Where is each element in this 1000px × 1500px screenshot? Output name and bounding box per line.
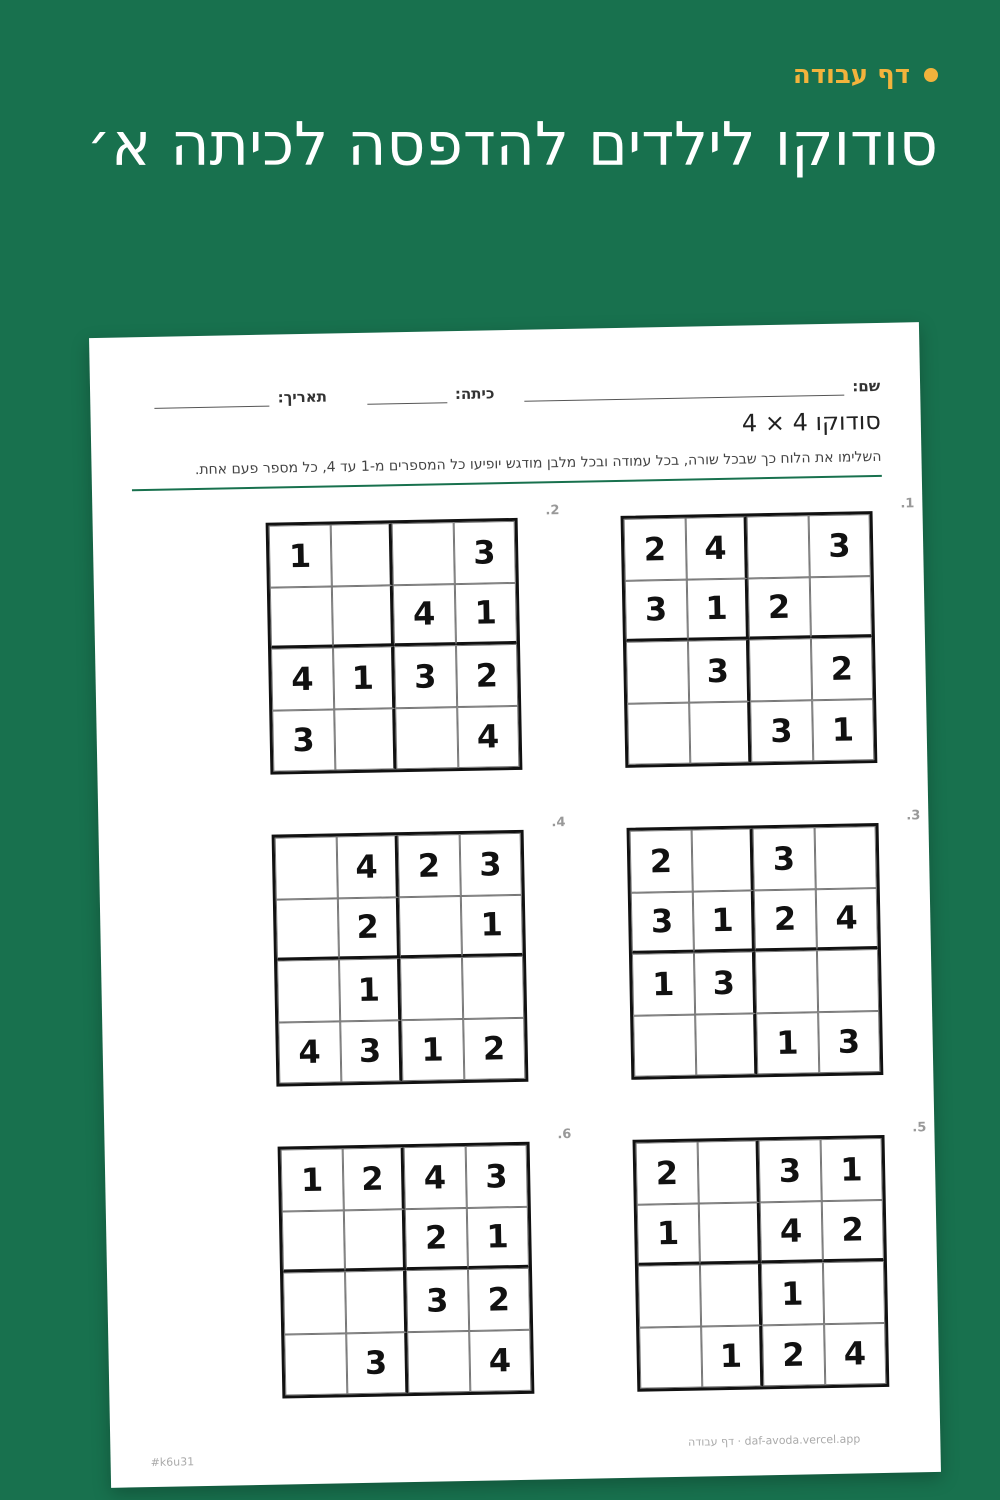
sudoku-cell: 3 [406, 1269, 469, 1332]
sudoku-cell: 1 [820, 1138, 883, 1201]
worksheet-tag-label: דף עבודה [792, 60, 910, 90]
sudoku-cell: 3 [750, 700, 813, 763]
sudoku-cell: 2 [405, 1207, 468, 1270]
sudoku-cell[interactable] [283, 1271, 346, 1334]
puzzle-1 [617, 496, 915, 772]
class-field[interactable] [367, 384, 495, 404]
class-line [367, 385, 447, 405]
sudoku-cell: 1 [401, 1019, 464, 1082]
sudoku-grid [266, 518, 523, 775]
sudoku-cell: 1 [686, 578, 749, 641]
sudoku-grid [278, 1142, 535, 1399]
puzzle-number: 3. [906, 808, 921, 824]
sudoku-cell: 2 [463, 1017, 526, 1080]
puzzle-3 [623, 808, 921, 1084]
sudoku-cell: 2 [762, 1324, 825, 1387]
sudoku-cell: 3 [631, 891, 694, 954]
sudoku-cell: 4 [824, 1322, 887, 1385]
sudoku-cell: 3 [693, 951, 756, 1014]
sudoku-cell: 4 [336, 835, 399, 898]
sudoku-cell: 3 [625, 579, 688, 642]
sudoku-cell: 2 [810, 637, 873, 700]
sudoku-cell: 3 [687, 639, 750, 702]
sudoku-cell: 3 [459, 833, 522, 896]
sudoku-cell: 2 [821, 1199, 884, 1262]
sudoku-cell: 2 [398, 834, 461, 897]
sudoku-grid [621, 511, 878, 768]
puzzle-number: 2. [545, 503, 560, 519]
sudoku-cell[interactable] [695, 1013, 758, 1076]
sudoku-cell: 1 [339, 958, 402, 1021]
worksheet-page [89, 322, 941, 1488]
sudoku-cell: 3 [453, 521, 516, 584]
sudoku-cell: 4 [457, 705, 520, 768]
sudoku-cell: 1 [632, 953, 695, 1016]
sudoku-grid [627, 823, 884, 1080]
sudoku-cell[interactable] [275, 836, 338, 899]
sudoku-cell[interactable] [392, 522, 455, 585]
sudoku-cell[interactable] [284, 1333, 347, 1396]
sudoku-cell: 4 [271, 647, 334, 710]
sudoku-cell: 1 [460, 894, 523, 957]
sudoku-cell[interactable] [282, 1210, 345, 1273]
sudoku-cell[interactable] [633, 1014, 696, 1077]
sudoku-cell[interactable] [400, 957, 463, 1020]
sudoku-cell[interactable] [331, 585, 394, 648]
sudoku-cell: 3 [340, 1020, 403, 1083]
sudoku-cell[interactable] [639, 1326, 702, 1389]
sudoku-cell[interactable] [689, 701, 752, 764]
sudoku-cell: 3 [753, 827, 816, 890]
sudoku-cell: 4 [404, 1146, 467, 1209]
sudoku-cell[interactable] [691, 828, 754, 891]
sudoku-cell: 4 [685, 516, 748, 579]
sudoku-cell[interactable] [345, 1270, 408, 1333]
sudoku-cell: 3 [465, 1145, 528, 1208]
bullet-dot-icon [924, 68, 938, 82]
sudoku-cell[interactable] [395, 707, 458, 770]
date-label: תאריך: [277, 387, 328, 407]
puzzle-number: 1. [900, 496, 915, 512]
sudoku-cell[interactable] [697, 1140, 760, 1203]
sudoku-cell[interactable] [334, 708, 397, 771]
puzzle-5 [629, 1120, 927, 1396]
sudoku-cell[interactable] [270, 586, 333, 649]
class-label: כיתה: [454, 384, 495, 404]
worksheet-tag [793, 60, 938, 90]
sudoku-grid [272, 830, 529, 1087]
sudoku-cell: 1 [269, 524, 332, 587]
sudoku-cell: 2 [455, 644, 518, 707]
sudoku-cell: 1 [466, 1206, 529, 1269]
sudoku-cell: 2 [342, 1147, 405, 1210]
puzzle-number: 6. [557, 1126, 572, 1143]
sudoku-cell[interactable] [698, 1202, 761, 1265]
sudoku-cell[interactable] [638, 1265, 701, 1328]
sudoku-cell: 3 [808, 514, 871, 577]
sudoku-cell: 1 [281, 1148, 344, 1211]
puzzle-6 [274, 1126, 572, 1403]
sudoku-cell: 2 [337, 897, 400, 960]
sheet-title: סודוקו 4 × 4 [741, 406, 882, 438]
sudoku-cell: 1 [692, 890, 755, 953]
page-headline: סודוקו לילדים להדפסה לכיתה א׳ [86, 110, 938, 180]
sudoku-cell[interactable] [330, 523, 393, 586]
instructions: השלימו את הלוח כך שבכל שורה, בכל עמודה ובכל מלבן מודגש יופיעו כל המספרים מ-1 עד 4, כל מספר פעם אחת. [131, 449, 881, 491]
sudoku-cell: 3 [818, 1011, 881, 1074]
name-line [524, 378, 844, 402]
sudoku-cell: 2 [630, 830, 693, 893]
puzzle-2 [262, 503, 560, 779]
sudoku-cell[interactable] [749, 638, 812, 701]
name-label: שם: [852, 376, 881, 396]
sudoku-cell[interactable] [822, 1261, 885, 1324]
date-field[interactable] [154, 388, 327, 409]
sudoku-cell: 1 [637, 1203, 700, 1266]
sudoku-cell: 1 [761, 1262, 824, 1325]
sudoku-cell[interactable] [407, 1330, 470, 1393]
sudoku-cell: 2 [748, 577, 811, 640]
sudoku-cell: 4 [278, 1021, 341, 1084]
footer-code: #k6u31 [150, 1455, 195, 1470]
sudoku-cell[interactable] [277, 959, 340, 1022]
sudoku-cell: 4 [760, 1201, 823, 1264]
sudoku-cell: 2 [624, 518, 687, 581]
sudoku-cell[interactable] [814, 826, 877, 889]
date-line [154, 389, 269, 409]
sudoku-cell[interactable] [809, 576, 872, 639]
puzzle-4 [268, 815, 566, 1091]
sudoku-cell[interactable] [755, 950, 818, 1013]
sudoku-cell: 2 [754, 889, 817, 952]
sudoku-cell: 4 [393, 584, 456, 647]
sudoku-cell[interactable] [627, 702, 690, 765]
sudoku-cell: 1 [333, 646, 396, 709]
sudoku-cell: 3 [346, 1332, 409, 1395]
sudoku-grid [633, 1135, 890, 1392]
puzzle-number: 4. [551, 815, 566, 831]
sudoku-cell[interactable] [626, 641, 689, 704]
sudoku-cell: 3 [272, 709, 335, 772]
sudoku-cell[interactable] [276, 898, 339, 961]
footer-site: daf-avoda.vercel.app · דף עבודה [687, 1432, 861, 1449]
sudoku-cell[interactable] [343, 1209, 406, 1272]
sudoku-cell[interactable] [816, 949, 879, 1012]
sudoku-cell: 1 [701, 1325, 764, 1388]
name-field[interactable] [524, 377, 880, 402]
sudoku-cell[interactable] [747, 515, 810, 578]
sudoku-cell: 1 [812, 699, 875, 762]
sudoku-cell: 1 [756, 1012, 819, 1075]
sudoku-cell: 2 [636, 1142, 699, 1205]
sudoku-cell[interactable] [461, 956, 524, 1019]
student-fields [130, 365, 880, 409]
sudoku-cell: 4 [469, 1329, 532, 1392]
sudoku-cell: 2 [467, 1268, 530, 1331]
sudoku-cell[interactable] [699, 1263, 762, 1326]
sudoku-cell[interactable] [399, 896, 462, 959]
puzzle-number: 5. [912, 1120, 927, 1136]
sudoku-cell: 4 [815, 888, 878, 951]
sudoku-cell: 1 [454, 582, 517, 645]
sudoku-cell: 3 [759, 1139, 822, 1202]
sudoku-cell: 3 [394, 645, 457, 708]
